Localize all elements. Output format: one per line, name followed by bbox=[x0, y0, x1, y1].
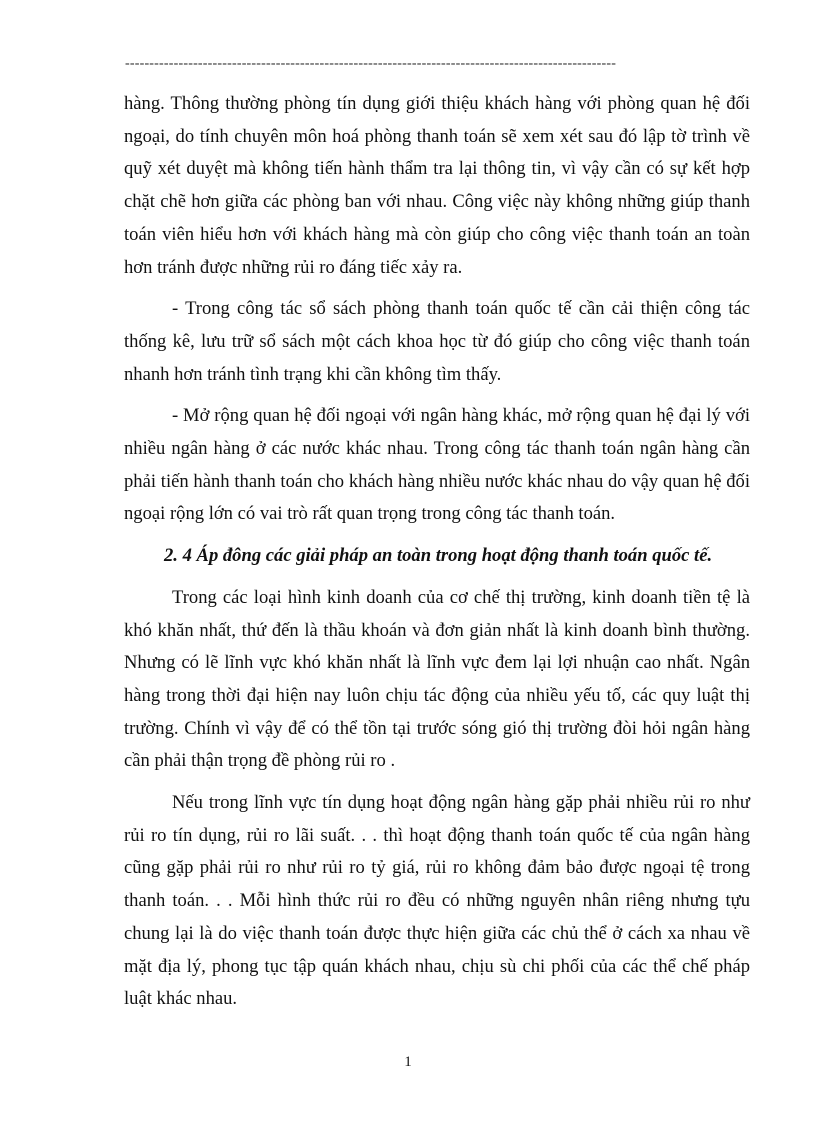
section-heading: 2. 4 Áp đông các giải pháp an toàn trong hoạt động thanh toán quốc tế. bbox=[164, 545, 713, 567]
page-body bbox=[124, 88, 750, 1025]
header-dashed-rule: ----------------------------------------------------------------------------------------------------- bbox=[125, 56, 617, 71]
paragraph-continued: hàng. Thông thường phòng tín dụng giới thiệu khách hàng với phòng quan hệ đối ngoại, do tính chuyên môn hoá phòng thanh toán sẽ xem xét sau đó lập tờ trình về quỹ xét duyệt mà không tiến hành thẩm tra lại thông tin, vì vậy cần có sự kết hợp chặt chẽ hơn giữa các phòng ban với nhau. Công việc này không những giúp thanh toán viên hiểu hơn với khách hàng mà còn giúp cho công việc thanh toán an toàn hơn tránh được những rủi ro đáng tiếc xảy ra. bbox=[124, 93, 750, 278]
bullet-paragraph-bookkeeping: - Trong công tác sổ sách phòng thanh toán quốc tế cần cải thiện công tác thống kê, lưu trữ sổ sách một cách khoa học từ đó giúp cho công việc thanh toán nhanh hơn tránh tình trạng khi cần không tìm thấy. bbox=[124, 298, 750, 385]
paragraph-risks: Nếu trong lĩnh vực tín dụng hoạt động ngân hàng gặp phải nhiều rủi ro như rủi ro tín dụng, rủi ro lãi suất. . . thì hoạt động thanh toán quốc tế của ngân hàng cũng gặp phải rủi ro như rủi ro tỷ giá, rủi ro không đảm bảo được ngoại tệ trong thanh toán. . . Mỗi hình thức rủi ro đều có những nguyên nhân riêng nhưng tựu chung lại là do việc thanh toán được thực hiện giữa các chủ thể ở cách xa nhau về mặt địa lý, phong tục tập quán khách nhau, chịu sù chi phối của các thể chế pháp luật khác nhau. bbox=[124, 792, 750, 1010]
paragraph-business-types: Trong các loại hình kinh doanh của cơ chế thị trường, kinh doanh tiền tệ là khó khăn nhất, thứ đến là thầu khoán và đơn giản nhất là kinh doanh bình thường. Nhưng có lẽ lĩnh vực khó khăn nhất là lĩnh vực đem lại lợi nhuận cao nhất. Ngân hàng trong thời đại hiện nay luôn chịu tác động của nhiều yếu tố, các quy luật thị trường. Chính vì vậy để có thể tồn tại trước sóng gió thị trường đòi hỏi ngân hàng cần phải thận trọng đề phòng rủi ro . bbox=[124, 586, 750, 772]
page-number: 1 bbox=[404, 1054, 412, 1070]
bullet-paragraph-foreign-relations: - Mở rộng quan hệ đối ngoại với ngân hàng khác, mở rộng quan hệ đại lý với nhiều ngân hàng ở các nước khác nhau. Trong công tác thanh toán ngân hàng cần phải tiến hành thanh toán cho khách hàng nhiều nước khác nhau do vậy quan hệ đối ngoại rộng lớn có vai trò rất quan trọng trong công tác thanh toán. bbox=[124, 405, 750, 525]
